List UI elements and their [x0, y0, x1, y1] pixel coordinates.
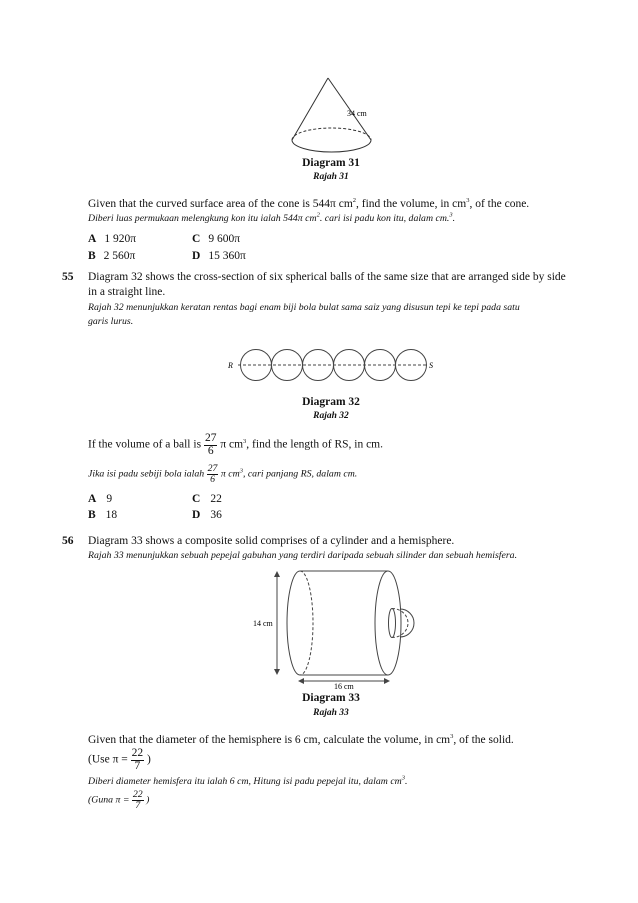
q56-malay-line-1: Rajah 33 menunjukkan sebuah pepejal gabuhan yang terdiri daripada sebuah silinder dan sebuah hemisfera. [88, 550, 518, 561]
q56-question: Given that the diameter of the hemisphere is 6 cm, calculate the volume, in $cm^3$, of the solid. [88, 733, 514, 746]
q55-option-d[interactable]: D 36 [192, 509, 222, 521]
q54-option-a[interactable]: A 1 920π [88, 233, 136, 245]
q56-use-pi: (Use π = $\frac{22}{7}$ ) [88, 747, 151, 772]
q55-fraction: $\frac{27}{6}$ [204, 432, 217, 457]
q56-use-pi-malay: (Guna π = $\frac{22}{7}$ ) [88, 789, 150, 811]
q55-option-b[interactable]: B 18 [88, 509, 118, 521]
length-label: 16 cm [334, 682, 354, 690]
balls-diagram [226, 344, 438, 386]
diagram-32-caption-malay: Rajah 32 [313, 411, 349, 421]
point-r-label: R [228, 361, 233, 370]
point-s-label: S [429, 361, 433, 370]
q55-malay-line-2: garis lurus. [88, 316, 134, 327]
q55-malay-line-1: Rajah 32 menunjukkan keratan rentas bagi enam biji bola bulat sama saiz yang disusun tepi ke tepi pada satu [88, 302, 520, 313]
cone-diagram [280, 72, 400, 157]
q55-line-2: in a straight line. [88, 286, 166, 298]
q54-option-b[interactable]: B 2 560π [88, 250, 136, 262]
q55-fraction-malay: $\frac{27}{6}$ [207, 463, 218, 485]
q56-fraction: $\frac{22}{7}$ [131, 747, 144, 772]
q55-line-1: Diagram 32 shows the cross-section of six spherical balls of the same size that are arranged side by side [88, 271, 566, 283]
q55-question-malay: Jika isi padu sebiji bola ialah $\frac{27}{6}$ π $cm^3$, cari panjang RS, dalam cm. [88, 463, 358, 485]
q55-option-c[interactable]: C 22 [192, 493, 222, 505]
diagram-31-caption-malay: Rajah 31 [313, 172, 349, 182]
q54-option-c[interactable]: C 9 600π [192, 233, 240, 245]
q54-question-malay: Diberi luas permukaan melengkung kon itu ialah 544π $cm^2$. cari isi padu kon itu, dalam cm.$^3$. [88, 211, 456, 224]
diagram-33-caption: Diagram 33 [302, 692, 360, 704]
q55-question: If the volume of a ball is $\frac{27}{6}$ π $cm^3$, find the length of RS, in cm. [88, 432, 384, 457]
diagram-31-caption: Diagram 31 [302, 157, 360, 169]
height-label: 14 cm [253, 619, 273, 628]
q54-question: Given that the curved surface area of the cone is 544π $cm^2$, find the volume, in $cm^3$, of the cone. [88, 197, 530, 210]
q55-option-a[interactable]: A 9 [88, 493, 113, 505]
diagram-33-caption-malay: Rajah 33 [313, 708, 349, 718]
q54-option-d[interactable]: D 15 360π [192, 250, 246, 262]
cylinder-diagram [250, 568, 422, 690]
slant-height-label: 34 cm [347, 109, 367, 118]
q56-number: 56 [62, 535, 74, 547]
q56-line-1: Diagram 33 shows a composite solid comprises of a cylinder and a hemisphere. [88, 535, 455, 547]
diagram-32-caption: Diagram 32 [302, 396, 360, 408]
q55-number: 55 [62, 271, 74, 283]
q56-fraction-malay: $\frac{22}{7}$ [132, 789, 143, 811]
q56-question-malay: Diberi diameter hemisfera itu ialah 6 cm, Hitung isi padu pepejal itu, dalam $cm^3$. [88, 774, 408, 787]
